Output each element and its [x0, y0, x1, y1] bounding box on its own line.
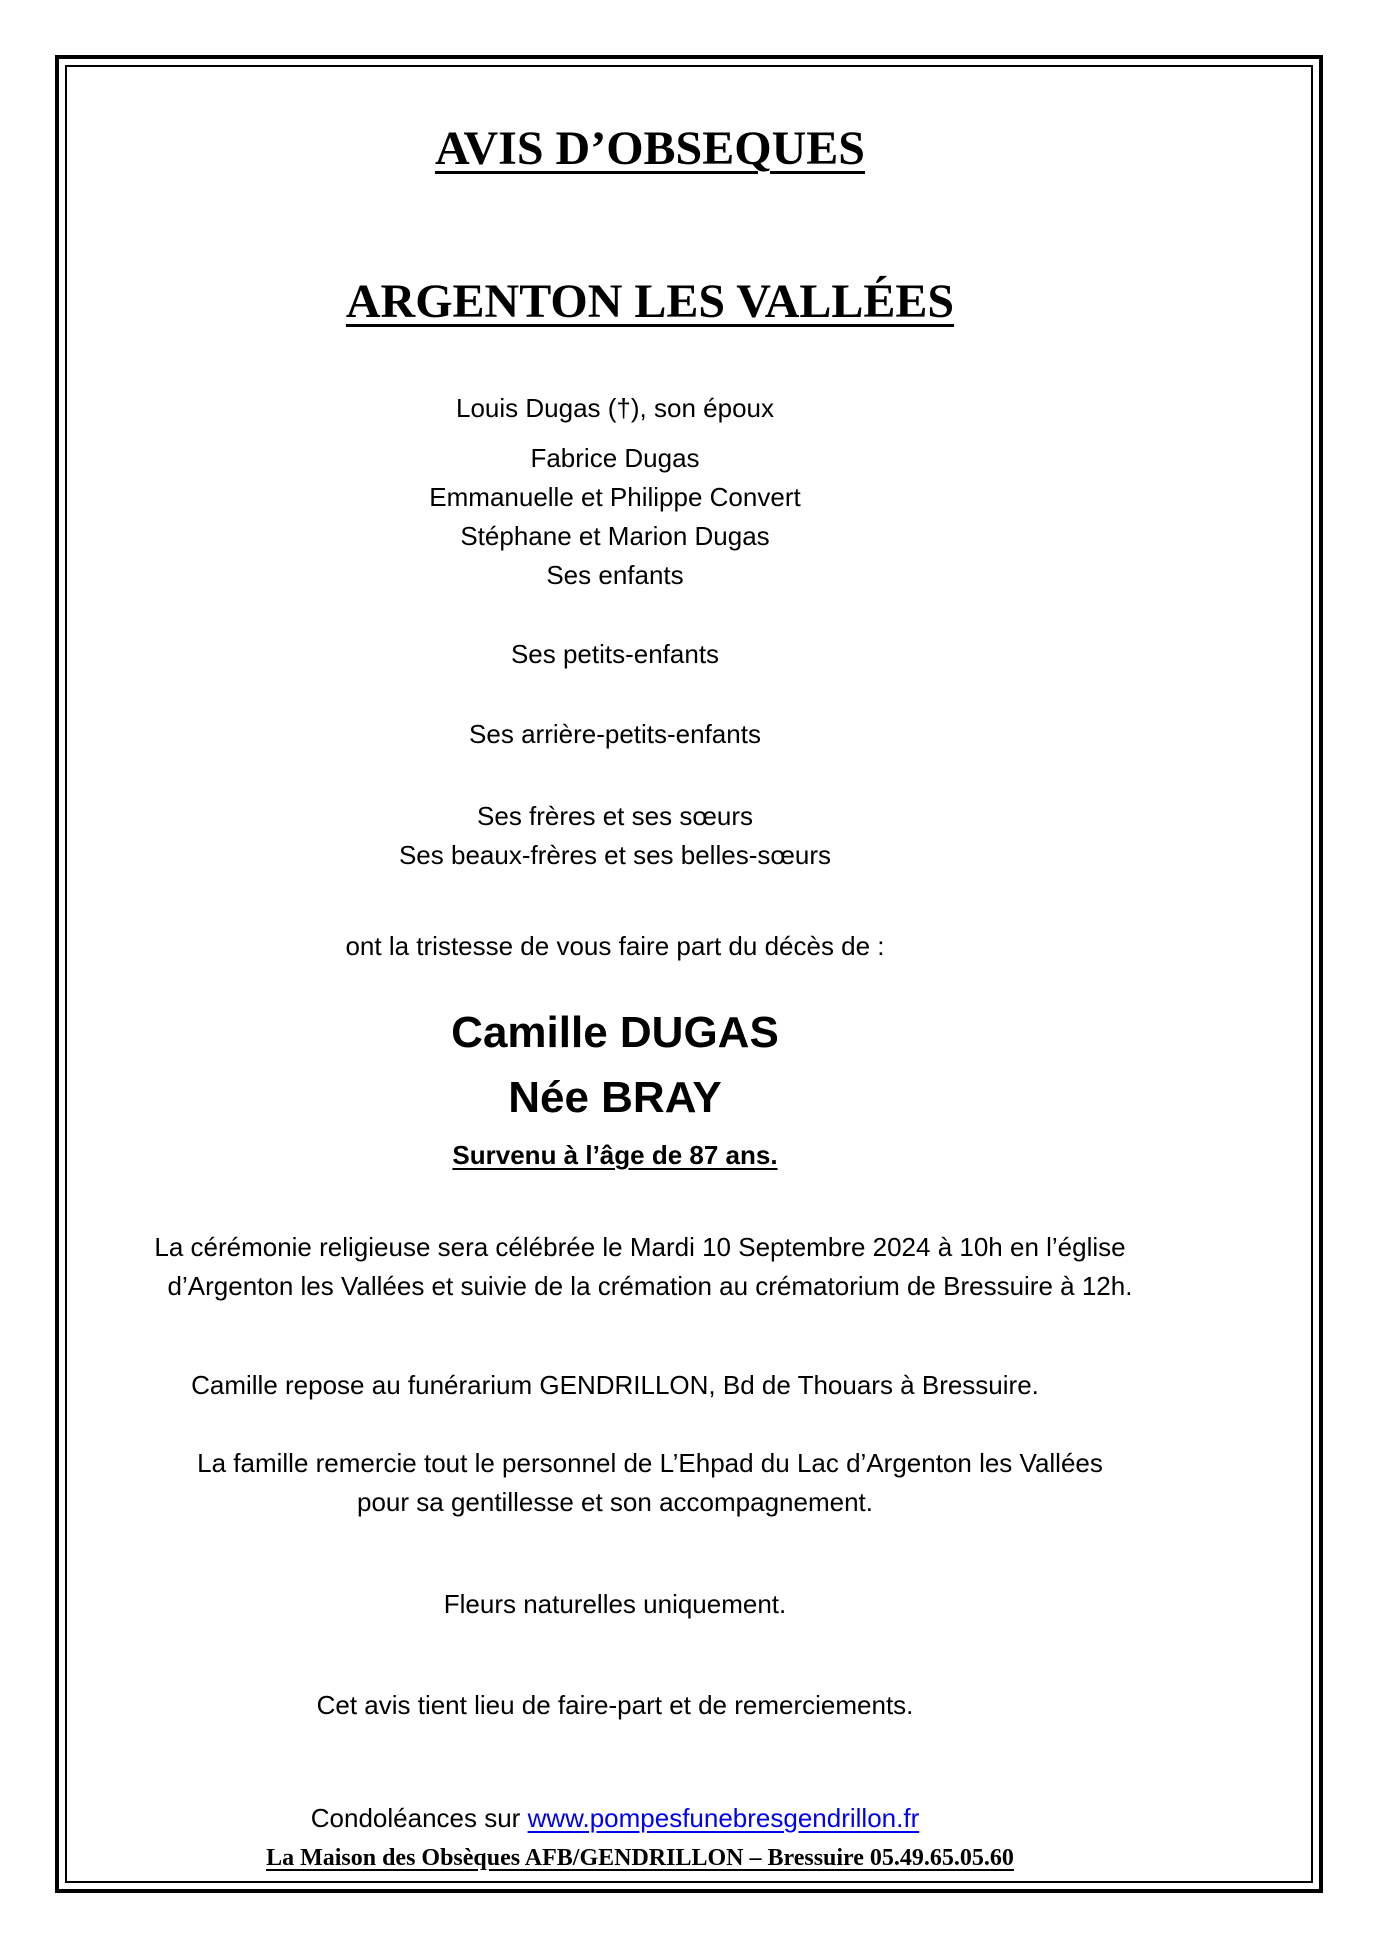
- deceased-maiden-name: Née BRAY: [508, 1073, 722, 1122]
- age-line: Survenu à l’âge de 87 ans.: [452, 1140, 778, 1170]
- condolences-line: [215, 1803, 1015, 1834]
- spouse-line: Louis Dugas (†), son époux: [456, 393, 774, 423]
- siblings-line: Ses frères et ses sœurs: [477, 801, 753, 831]
- child-line: Stéphane et Marion Dugas: [460, 521, 770, 551]
- rest-place-line: Camille repose au funérarium GENDRILLON, Bd de Thouars à Bressuire.: [191, 1370, 1039, 1400]
- grandchildren-line: Ses petits-enfants: [510, 639, 720, 669]
- deceased-name: Camille DUGAS: [451, 1008, 779, 1057]
- notice-title: AVIS D’OBSEQUES: [435, 122, 865, 175]
- child-line: Emmanuelle et Philippe Convert: [429, 482, 801, 512]
- children-label: Ses enfants: [546, 560, 684, 590]
- announcement-line: ont la tristesse de vous faire part du décès de :: [345, 931, 885, 961]
- notice-location: ARGENTON LES VALLÉES: [345, 275, 955, 328]
- ceremony-line: La cérémonie religieuse sera célébrée le Mardi 10 Septembre 2024 à 10h en l’église: [154, 1232, 1126, 1262]
- footer-line: La Maison des Obsèques AFB/GENDRILLON – Bressuire 05.49.65.05.60: [266, 1845, 1014, 1871]
- ceremony-line: d’Argenton les Vallées et suivie de la crémation au crématorium de Bressuire à 12h.: [167, 1271, 1133, 1301]
- disclaimer-line: Cet avis tient lieu de faire-part et de remerciements.: [316, 1690, 914, 1720]
- in-laws-line: Ses beaux-frères et ses belles-sœurs: [398, 840, 832, 870]
- flowers-line: Fleurs naturelles uniquement.: [443, 1589, 787, 1619]
- thanks-line: La famille remercie tout le personnel de L’Ehpad du Lac d’Argenton les Vallées: [197, 1448, 1103, 1478]
- condolences-prefix: Condoléances sur: [310, 1803, 528, 1833]
- great-grandchildren-line: Ses arrière-petits-enfants: [469, 719, 761, 749]
- child-line: Fabrice Dugas: [530, 443, 700, 473]
- condolences-link[interactable]: www.pompesfunebresgendrillon.fr: [527, 1803, 920, 1833]
- thanks-line: pour sa gentillesse et son accompagnement.: [357, 1487, 873, 1517]
